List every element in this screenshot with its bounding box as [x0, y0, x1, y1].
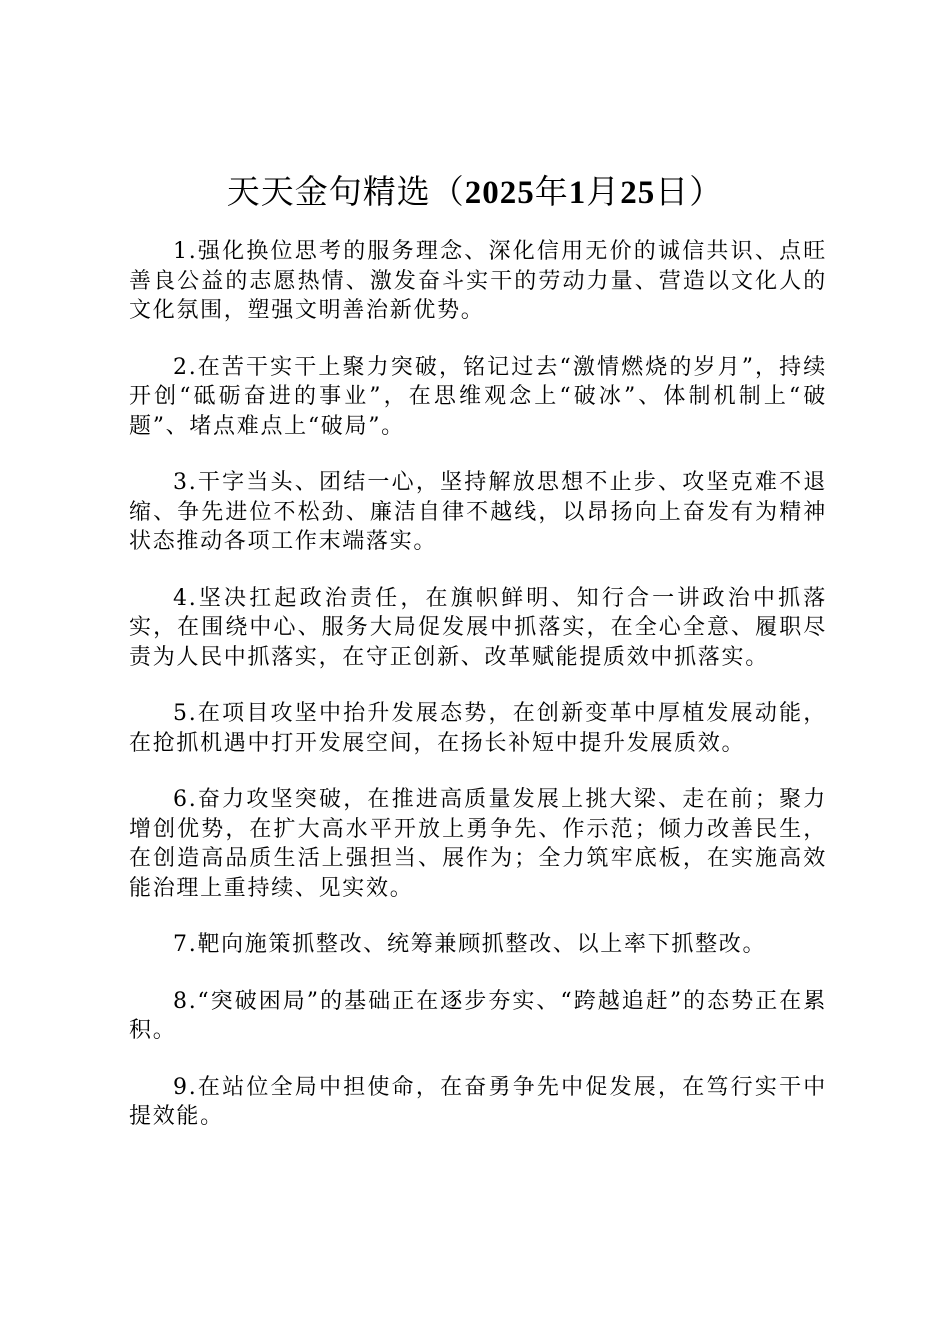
paragraph-3: 3.干字当头、团结一心，坚持解放思想不止步、攻坚克难不退缩、争先进位不松劲、廉洁自律不越线，以昂扬向上奋发有为精神状态推动各项工作末端落实。 — [129, 470, 827, 554]
title-day-char: 日） — [655, 172, 724, 211]
title-year: 2025 — [464, 175, 535, 211]
title-month-char: 月 — [586, 172, 621, 211]
paragraph-9: 9.在站位全局中担使命，在奋勇争先中促发展，在笃行实干中提效能。 — [129, 1074, 827, 1129]
title-year-char: 年 — [534, 172, 569, 211]
paragraph-7: 7.靶向施策抓整改、统筹兼顾抓整改、以上率下抓整改。 — [173, 932, 767, 957]
paragraph-1: 1.强化换位思考的服务理念、深化信用无价的诚信共识、点旺善良公益的志愿热情、激发奋斗实干的劳动力量、营造以文化人的文化氛围，塑强文明善治新优势。 — [129, 239, 827, 323]
paragraph-6: 6.奋力攻坚突破，在推进高质量发展上挑大梁、走在前；聚力增创优势，在扩大高水平开放上勇争先、作示范；倾力改善民生，在创造高品质生活上强担当、展作为；全力筑牢底板，在实施高效能治理上重持续、见实效。 — [129, 787, 827, 901]
paragraph-5: 5.在项目攻坚中抬升发展态势，在创新变革中厚植发展动能，在抢抓机遇中打开发展空间，在扬长补短中提升发展质效。 — [129, 701, 827, 756]
document-title — [0, 172, 950, 213]
paragraph-4: 4.坚决扛起政治责任，在旗帜鲜明、知行合一讲政治中抓落实，在围绕中心、服务大局促发展中抓落实，在全心全意、履职尽责为人民中抓落实，在守正创新、改革赋能提质效中抓落实。 — [129, 585, 827, 670]
paragraph-2: 2.在苦干实干上聚力突破，铭记过去“激情燃烧的岁月”，持续开创“砥砺奋进的事业”，在思维观念上“破冰”、体制机制上“破题”、堵点难点上“破局”。 — [129, 354, 827, 439]
title-month: 1 — [568, 175, 587, 211]
title-text: 天天金句精选（ — [226, 172, 465, 211]
document-body — [129, 237, 827, 1159]
title-day: 25 — [620, 175, 656, 211]
paragraph-8: 8.“突破困局”的基础正在逐步夯实、“跨越追赶”的态势正在累积。 — [129, 988, 827, 1043]
